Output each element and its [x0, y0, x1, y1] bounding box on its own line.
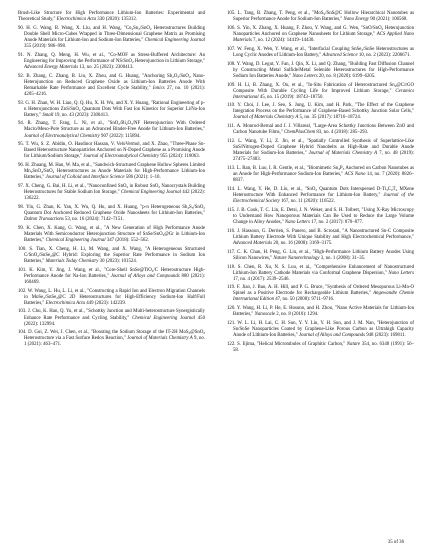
- reference-entry: 92. B. Zhang, C. Zhang, B. Liu, X. Zhou, and G. Huang, "Anchoring $Sb_2O_3/SnO_2$ Nano-Heterojunction on Reduced Graphene Oxide as Lithium-Ion Batteries Anode With Remarkable Rate Performance and Excellent Cycle Stability," Ionics 27, no. 10 (2021): 4205–4216.: [18, 73, 205, 97]
- reference-entry: 110. Y. Choi, J. Lee, J. Seo, S. Jung, U. Kim, and H. Park, "The Effect of the Graphene Integration Process on the Performance of Graphene-Based Schottky Junction Solar Cells," Journal of Materials Chemistry A 5, no. 35 (2017): 18716–18724.: [227, 103, 414, 121]
- reference-entry: 105. L. Tang, B. Zhang, T. Peng, et al., "MoS$_2$/SnS@C Hollow Hierarchical Nanotubes as Superior Performance Anode for Sodium-Ion Batteries," Nano Energy 90 (2021): 106568.: [227, 11, 414, 23]
- reference-entry: 99. K. Chen, X. Kang, G. Wang, et al., "A New Generation of High Performance Anode Materials With Semiconductor Heterojunction Structure of SnSe/SnO$_2$@Gr in Lithium-Ion Batteries," Chemical Engineering Journal 347 (2018): 552–562.: [18, 225, 205, 243]
- page-number: 35 of 36: [387, 540, 404, 545]
- reference-entry: 114. L. Wang, Y. He, D. Liu, et al., "SnO$_2$ Quantum Dots Interspersed $D-Ti_3C_2T_x$ MXene Heterostructure With Enhanced Performance for Lithium-Ion Battery," Journal of the Electrochemical Society 167, no. 11 (2020): 116522.: [227, 186, 415, 205]
- reference-entry: 116. J. Hassoun, G. Derrien, S. Panero, and B. Scrosati, "A Nanostructured Sn-C Composite Lithium Battery Electrode With Unique Stability and High Electrochemical Performance," Advanced Materials 20, no. 16 (2008): 3169–3175.: [227, 228, 414, 246]
- reference-entry: 106. S. Yin, X. Zhang, X. Huang, F. Zhou, Y. Wang, and G. Wen, "SnO/SnO$_2$ Heterojunction Nanoparticles Anchored on Graphene Nanosheets for Lithium Storage," ACS Applied Nano Materials 7, no. 12 (2024): 14419–14430.: [227, 25, 415, 43]
- reference-entry: 107. W. Feng, X. Wen, Y. Wang, et al., "Interfacial Coupling SnSe$_2$/SnSe Heterostructures as Long Cyclic Anodes of Lithium-Ion Battery," Advanced Science 10, no. 2 (2023): 2206671.: [227, 46, 414, 58]
- reference-entry: 113. L. Ran, B. Luo, I. R. Gentle, et al., "Biomimetic $Sn_4P_3$ Anchored on Carbon Nanotubes as an Anode for High-Performance Sodium-Ion Batteries," ACS Nano 14, no. 7 (2020): 8826–8837.: [227, 166, 414, 184]
- reference-entry: 109. H. Li, B. Zhang, X. Ou, et al., "In-Situ Fabrication of Heterostructured $Sn_4@C$/rGO Composite With Durable Cycling Life for Improved Lithium Storage," Ceramics International 45, no. 15 (2019): 18743–18750.: [227, 82, 414, 100]
- reference-entry: 91. N. Zhang, Q. Meng, H. Wu, et al., "Co-MOF as Stress-Buffered Architecture: An Engineering for Improving the Performance of NS/SnO$_2$ Heterojunction in Lithium Storage," Advanced Energy Materials 13, no. 25 (2023): 2300413.: [18, 52, 205, 70]
- reference-entry: 104. D. Gui, Z. Wei, J. Chen, et al., "Boosting the Sodium Storage of the IT-2H MoS$_2$@SnO$_2$ Heterostructure via a Fast Surface Redox Reaction," Journal of Materials Chemistry A 9, no. 1 (2021): 463–471.: [18, 330, 205, 348]
- references-left-column: [18, 11, 205, 351]
- reference-entry: 96. H. Zhuang, M. Han, W. Ma, et al., "Sandwich-Structured Graphene Hollow Spheres Limited $Mn_2SnO_4/SnO_2$ Heterostructures as Anode Materials for High-Performance Lithium-Ion Batteries," Journal of Colloid and Interface Science 586 (2021): 1–10.: [18, 163, 205, 181]
- reference-entry: 112. L. Wang, Y. Li, Z. Jin, et al., "Spatially Controlled Synthesis of Superlattice-Like SnS/Nitrogen-Doped Graphene Hybrid Nanobelts as High-Rate and Durable Anode Materials for Sodium-Ion Batteries," Journal of Materials Chemistry A 7, no. 48 (2019): 27475–27483.: [227, 139, 414, 163]
- reference-entry: 120. Y. Wang, H. Li, P. He, E. Hosono, and H. Zhou, "Nano Active Materials for Lithium-Ion Batteries," Nanoscale 2, no. 8 (2010): 1294.: [227, 306, 414, 318]
- reference-entry: 103. J. Chu, K. Han, Q. Yu, et al., "Schottky Junction and Multi-heterostructure Synergistically Enhance Rate Performance and Cycling Stability," Chemical Engineering Journal 450 (2022): 132994.: [18, 309, 206, 327]
- reference-entry: 122. S. Iijima, "Helical Microtubules of Graphitic Carbon," Nature 354, no. 6348 (1991): 56–58.: [227, 342, 414, 354]
- reference-entry: 118. S. Chen, R. Xu, N. S. Luu, et al., "Comprehensive Enhancement of Nanostructured Lithium-Ion Battery Cathode Materials via Conformal Graphene Dispersion," Nano Letters 17, no. 4 (2017): 2539–2546.: [227, 264, 414, 282]
- reference-entry: 121. W. L. Li, H. Lai, C. H. Sun, Y. Y. Lin, Y. H. Sun, and J. M. Nan, "Heterojunction of Sn/SnSe Nanoparticles Coated by Graphene-Like Porous Carbon as Ultrahigh Capacity Anode of Lithium-Ion Batteries," Journal of Alloys and Compounds 948 (2023): 169811.: [227, 321, 414, 339]
- reference-entry: 119. F. Jiao, J. Bao, A. H. Hill, and P. G. Bruce, "Synthesis of Ordered Mesoporous Li-Mn-O Spinel as a Positive Electrode for Rechargeable Lithium Batteries," Angewandte Chemie International Edition 47, no. 50 (2008): 9711–9716.: [227, 285, 414, 303]
- reference-entry: 95. T. Wu, S. Z. Abidin, O. Hasdinor Hassan, V. VeloVermol, and X. Zhao, "Three-Phase Sn-Based Heterostructure Nanoparticles Anchored on N-Doped Graphene as a Promising Anode for Lithium/Sodium Storage," Journal of Electroanalytical Chemistry 955 (2024): 118063.: [18, 142, 205, 160]
- reference-entry: 117. C. K. Chan, H. Peng, G. Liu, et al., "High-Performance Lithium Battery Anodes Using Silicon Nanowires," Nature Nanotechnology 3, no. 1 (2008): 31–35.: [227, 249, 414, 261]
- reference-entry: 111. A. Monrod-Bernal and J. J. Villareal, "Large-Area Schottky Junctions Between ZnO and Carbon Nanotube Films," ChemPlusChem 83, no. 4 (2018): 285–293.: [227, 124, 414, 136]
- reference-entry: 102. W. Wang, L. Hu, L. Li, et al., "Constructing a Rapid Ion and Electron Migration Channels in MoSe$_2$/SnSe$_2$@C 2D Heterostructures for High-Efficiency Sodium-Ion Half/Full Batteries," Electrochimica Acta 449 (2023): 142239.: [18, 288, 205, 306]
- reference-entry: 94. R. Zhang, T. Fang, L. Ni, et al., "$SnO_2/Bi_2O_3/NF$ Heterojunction With Ordered Macro/Meso-Pore Structure as an Advanced Binder-Free Anode for Lithium-Ion Batteries," Journal of Electroanalytical Chemistry 907 (2022): 115894.: [18, 121, 205, 139]
- reference-entry: 101. K. Kim, Y. Jing, J. Wang, et al., "Core-Shell SnSe@TiO$_2$/C Heterostructure High-Performance Anode for Na-Ion Batteries," Journal of Alloys and Compounds 880 (2021): 160469.: [18, 267, 205, 285]
- reference-entry: 93. G. H. Zhan, W. H. Liao, Q. Q. Hu, X. H. Wu, and X. Y. Huang, "Rational Engineering of p-n Heterojunctions ZnS/SnO$_2$ Quantum Dots With Fast Ion Kinetics for Superior Li/Na-Ion Battery," Small 19, no. 43 (2023): 2300413.: [18, 100, 205, 118]
- reference-entry: 97. X. Cheng, G. Bai, H. Li, et al., "Nanoconfined SnO$_2$ in Robust SnO$_2$ Nanocrystals Building Heterostructures for Stable Sodium Ion Storage," Chemical Engineering Journal 442 (2022): 136222.: [18, 184, 206, 202]
- reference-entry: 98. Yin, G. Zhan, K. Yan, X. Wu, Q. Hu, and X. Huang, "p-n Heterogeneous $Sb_2S_3/SnO_2$ Quantum Dot Anchored Reduced Graphene Oxide Nanosheets for Lithium-Ion Batteries," Dalton Transactions 53, no. 16 (2024): 7142–7151.: [18, 205, 205, 223]
- references-right-column: [227, 11, 414, 357]
- reference-entry: 108. Y. Wang, D. Legut, Y. Fan, J. Qin, X. Li, and Q. Zhang, "Building Fast Diffusion Channel by Constructing Metal Sulfide/Metal Selenide Heterostructures for High-Performance Sodium Ion Batteries Anode," Nano Letters 20, no. 8 (2020): 6199–6205.: [227, 61, 414, 79]
- reference-entry: 100. S. Tian, X. Cheng, H. Li, M. Wang, and X. Wang, "A Heterogeneous Structured C/SnO$_2$/SnSe$_2$@C Hybrid: Exploring the Superior Rate Performance in Sodium Ion Batteries," Materials Today Chemistry 30 (2023): 101524.: [18, 246, 205, 264]
- reference-entry: 90. H. G. Wang, B. Wang, X. Liu, and H. Wang, "$Co_2Sn_3/SnO_2$ Heterostructures Building Double Shell Micro-Cubes Wrapped in Three-Dimensional Graphene Matrix as Promising Anode Materials for Lithium-Ion and Sodium-Ion Batteries," Chemical Engineering Journal 355 (2019): 986–998.: [18, 25, 205, 49]
- reference-entry: 115. J. B. Cook, T. C. Lin, E. Detsi, J. N. Weker, and S. H. Tolbert, "Using X-Ray Microscopy to Understand How Nanoporous Materials Can Be Used to Reduce the Large Volume Change in Alloy Anodes," Nano Letters 17, no. 2 (2017): 870–877.: [227, 207, 414, 225]
- reference-continuation: Brush-Like Structure for High Performance Lithium-Ion Batteries: Experimental and Theoretical Study," Electrochimica Acta 330 (2020): 135312.: [18, 11, 205, 23]
